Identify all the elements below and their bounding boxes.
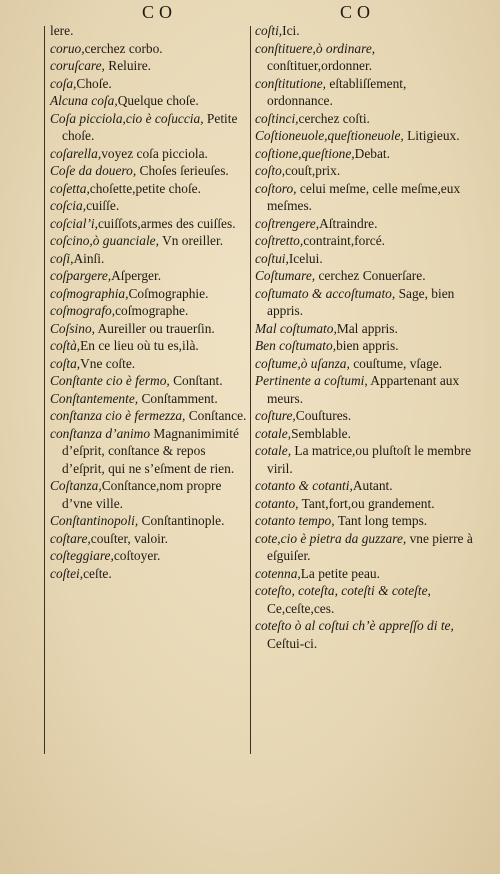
dictionary-entry [255,442,473,477]
dictionary-entry [50,197,250,215]
entry-headword: cotenna, [255,565,301,581]
entry-definition: bien appris. [336,338,399,353]
entry-headword: coſta, [50,355,81,371]
entry-headword: Coſa picciola,cio è coſuccia, [50,110,204,126]
entry-headword: cotanto, [255,495,299,511]
entry-definition: Tant,fort,ou grandement. [298,495,435,511]
dictionary-entry [255,180,473,215]
dictionary-entry [255,477,473,495]
entry-headword: coteſto, coteſta, coteſti & coteſte, [255,583,431,598]
entry-headword: Conſtantinopoli, [50,513,139,528]
entry-definition: Aſtraindre. [319,215,378,231]
margin-rule-left [44,26,45,754]
dictionary-entry [50,267,250,285]
dictionary-entry [50,547,250,565]
dictionary-entry [50,22,250,40]
entry-definition: couſtume, vſage. [349,355,443,371]
entry-definition: coſmographe. [115,303,189,318]
entry-definition: Conſtance,nom propre d’vne ville. [62,478,222,511]
dictionary-entry [255,162,473,180]
entry-headword: Pertinente a coſtumi, [255,373,368,388]
entry-definition: Sage, bien appris. [267,285,455,318]
dictionary-entry [50,355,250,373]
entry-headword: coruo, [50,40,85,56]
entry-definition: Litigieux. [403,128,460,143]
entry-headword: coſtui, [255,250,289,266]
entry-definition: Coſmographie. [128,285,209,301]
dictionary-entry [50,565,250,583]
entry-definition: Petite choſe. [62,110,238,143]
entry-headword: coſtume,ò uſanza, [255,355,350,371]
entry-definition: cerchez corbo. [84,40,163,56]
entry-definition: Mal appris. [336,320,398,336]
entry-definition: cuiſſots,armes des cuiſſes. [97,215,236,231]
dictionary-entry [50,57,250,75]
dictionary-entry [255,372,473,407]
entry-definition: conſtituer,ordonner. [267,58,373,73]
dictionary-entry [50,337,250,355]
dictionary-entry [255,127,473,145]
dictionary-entry [255,337,473,355]
entry-headword: coſtrengere, [255,215,320,231]
entry-definition: Conſtance. [185,408,247,423]
dictionary-entry [50,180,250,198]
entry-definition: lere. [50,23,74,38]
entry-definition: couſt,prix. [285,163,341,178]
entry-definition: Appartenant aux meurs. [267,373,460,406]
entry-headword: coſti, [255,23,283,38]
entry-headword: coſtretto, [255,233,304,248]
entry-definition: Debat. [354,145,390,161]
dictionary-entry [255,250,473,268]
dictionary-entry [50,285,250,303]
dictionary-entry [255,22,473,40]
entry-definition: Ce,ceſte,ces. [267,600,335,616]
entry-headword: cotale, [255,443,292,458]
dictionary-entry [255,582,473,617]
entry-definition: Reluire. [104,58,152,73]
dictionary-entry [255,285,473,320]
entry-definition: Vne coſte. [80,355,136,371]
entry-headword: coſtinci, [255,110,299,126]
entry-headword: conſtituere,ò ordinare, [255,40,376,56]
dictionary-entry [50,477,250,512]
entry-definition: Ici. [282,23,300,38]
dictionary-entry [255,512,473,530]
entry-headword: Coſtumare, [255,268,316,283]
entry-definition: Conſtant. [169,373,223,388]
dictionary-entry [50,250,250,268]
entry-definition: cerchez coſti. [298,110,370,126]
entry-headword: coruſcare, [50,58,105,73]
entry-headword: coſa, [50,75,77,91]
entry-headword: coſi, [50,250,74,266]
entry-definition: cerchez Conuerſare. [315,268,426,283]
entry-definition: Tant long temps. [334,513,428,528]
dictionary-entry [50,162,250,180]
dictionary-entry [255,75,473,110]
dictionary-entry [50,320,250,338]
header-left: CO [142,2,178,22]
entry-headword: coſmografo, [50,303,116,318]
left-column [50,22,250,582]
entry-definition: coſtoyer. [113,548,161,563]
entry-headword: coteſto ò al coſtui ch’è appreſſo di te, [255,618,454,633]
entry-headword: coſtumato & accoſtumato, [255,285,396,301]
entry-definition: voyez coſa picciola. [101,145,208,161]
dictionary-entry [50,512,250,530]
entry-headword: coſtare, [50,530,91,546]
entry-definition: Conſtamment. [138,390,218,406]
dictionary-entry [50,302,250,320]
entry-definition: La petite peau. [300,565,380,581]
entry-headword: cotale, [255,425,292,441]
entry-headword: coſetta, [50,180,90,196]
entry-headword: coſtà, [50,338,81,353]
entry-headword: Alcuna coſa, [50,93,118,108]
entry-definition: Quelque choſe. [117,93,199,108]
dictionary-entry [50,390,250,408]
dictionary-entry [50,92,250,110]
dictionary-entry [50,407,250,425]
right-column [255,22,473,652]
entry-definition: Autant. [352,478,393,493]
entry-definition: Choſe. [76,75,112,91]
entry-headword: Coſtioneuole,queſtioneuole, [255,128,404,143]
entry-definition: Aſperger. [111,268,162,283]
dictionary-entry [255,145,473,163]
entry-definition: Couſtures. [295,408,352,423]
dictionary-entry [255,110,473,128]
entry-headword: coſcia, [50,198,87,213]
dictionary-entry [50,40,250,58]
entry-definition: couſter, valoir. [90,530,168,546]
column-divider [250,26,251,754]
header-right: CO [340,2,376,22]
entry-definition: Choſes ſerieuſes. [136,163,229,178]
dictionary-entry [50,110,250,145]
entry-headword: coſtei, [50,565,84,581]
dictionary-entry [255,407,473,425]
dictionary-entry [255,232,473,250]
entry-headword: conſtitutione, [255,75,327,91]
running-header [0,2,500,24]
entry-headword: coſmographia, [50,285,129,301]
entry-definition: Semblable. [291,425,351,441]
dictionary-entry [255,495,473,513]
entry-headword: cotanto & cotanti, [255,478,353,493]
entry-headword: conſtanza d’animo [50,425,151,441]
entry-headword: Coſtanza, [50,478,102,493]
entry-headword: coſtoro, [255,180,297,196]
entry-headword: coſtione,queſtione, [255,145,355,161]
entry-definition: Conſtantinople. [138,513,225,528]
entry-headword: conſtanza cio è fermezza, [50,408,186,423]
entry-headword: Ben coſtumato, [255,338,337,353]
dictionary-entry [255,40,473,75]
entry-definition: cuiſſe. [86,198,120,213]
dictionary-entry [255,267,473,285]
dictionary-entry [255,355,473,373]
entry-definition: eſtabliſſement, ordonnance. [267,75,407,108]
entry-headword: Mal coſtumato, [255,320,337,336]
dictionary-entry [255,425,473,443]
entry-headword: coſcial’i, [50,215,98,231]
entry-definition: celui meſme, celle meſme,eux meſmes. [267,180,461,213]
entry-headword: Conſtantemente, [50,390,139,406]
dictionary-entry [50,75,250,93]
entry-definition: Ainſi. [73,250,105,266]
entry-headword: coſarella, [50,145,102,161]
dictionary-entry [255,215,473,233]
entry-definition: La matrice,ou pluſtoſt le membre viril. [267,443,472,476]
entry-definition: Magnanimimité d’eſprit, conſtance & repos d’eſprit, qui ne s’eſment de rien. [62,425,239,476]
entry-definition: Ceſtui-ci. [267,635,318,651]
dictionary-entry [50,425,250,478]
entry-headword: coſcino,ò guanciale, [50,233,159,248]
entry-definition: choſette,petite choſe. [89,180,201,196]
entry-headword: cote,cio è pietra da guzzare, [255,530,407,546]
entry-definition: vne pierre à eſguiſer. [267,530,473,563]
entry-headword: coſpargere, [50,268,112,283]
entry-definition: Aureiller ou trauerſin. [95,320,215,336]
entry-headword: cotanto tempo, [255,513,335,528]
dictionary-entry [50,232,250,250]
dictionary-entry [255,320,473,338]
entry-headword: Coſe da douero, [50,163,137,178]
entry-headword: coſteggiare, [50,548,114,563]
entry-headword: coſture, [255,408,296,423]
entry-definition: Vn oreiller. [158,233,224,248]
dictionary-entry [255,530,473,565]
entry-headword: coſto, [255,163,286,178]
entry-definition: contraint,forcé. [303,233,386,248]
entry-definition: ceſte. [83,565,112,581]
dictionary-entry [50,372,250,390]
entry-headword: Coſsino, [50,320,96,336]
entry-definition: Icelui. [288,250,323,266]
dictionary-entry [255,565,473,583]
entry-definition: En ce lieu où tu es,ilà. [80,338,199,353]
entry-headword: Conſtante cio è fermo, [50,373,170,388]
dictionary-entry [50,145,250,163]
dictionary-entry [50,530,250,548]
dictionary-entry [50,215,250,233]
dictionary-entry [255,617,473,652]
